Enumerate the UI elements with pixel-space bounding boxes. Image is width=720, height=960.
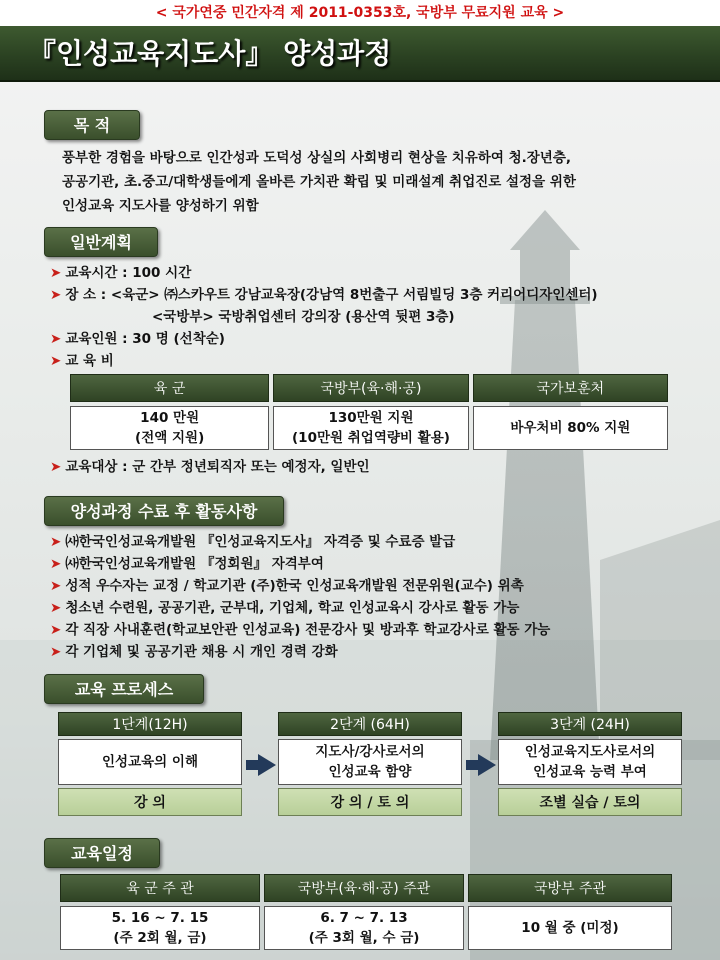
cost-cell-veterans: 바우처비 80% 지원 (473, 406, 668, 450)
activity-item: ➤ 성적 우수자는 교정 / 학교기관 (주)한국 인성교육개발원 전문위원(교수) 위촉 (50, 578, 524, 594)
process-step-2 (278, 712, 462, 816)
cost-cell-army: 140 만원 (전액 지원) (70, 406, 269, 450)
process-step-body: 인성교육의 이해 (58, 739, 242, 785)
plan-people: ➤ 교육인원 : 30 명 (선착순) (50, 331, 225, 347)
activity-item: ➤ ㈔한국인성교육개발원 『인성교육지도사』 자격증 및 수료증 발급 (50, 534, 456, 550)
plan-hours: ➤ 교육시간 : 100 시간 (50, 265, 192, 281)
arrow-icon: ➤ (50, 622, 62, 638)
cost-header-army: 육 군 (70, 374, 269, 402)
process-step-3 (498, 712, 682, 816)
process-step-head: 3단계 (24H) (498, 712, 682, 736)
plan-target: ➤ 교육대상 : 군 간부 정년퇴직자 또는 예정자, 일반인 (50, 459, 370, 475)
cost-header-veterans: 국가보훈처 (473, 374, 668, 402)
arrow-icon: ➤ (50, 534, 62, 550)
activity-item: ➤ 청소년 수련원, 공공기관, 군부대, 기업체, 학교 인성교육시 강사로 활동 가능 (50, 600, 520, 616)
schedule-header-mnd-all: 국방부(육·해·공) 주관 (264, 874, 464, 902)
schedule-cell-mnd: 10 월 중 (미정) (468, 906, 672, 950)
process-step-head: 1단계(12H) (58, 712, 242, 736)
schedule-cell-mnd-all: 6. 7 ~ 7. 13 (주 3회 월, 수 금) (264, 906, 464, 950)
arrow-right-icon (258, 754, 276, 776)
arrow-icon: ➤ (50, 265, 62, 281)
arrow-icon: ➤ (50, 459, 62, 475)
arrow-icon: ➤ (50, 600, 62, 616)
arrow-icon: ➤ (50, 556, 62, 572)
cost-table-header-row (70, 374, 668, 402)
process-step-foot: 조별 실습 / 토의 (498, 788, 682, 816)
schedule-row (60, 906, 672, 950)
cost-table (66, 370, 672, 454)
purpose-line: 공공기관, 초.중고/대학생들에게 올바른 가치관 확립 및 미래설계 취업진로 설정을 위한 (62, 174, 576, 190)
section-label-activities: 양성과정 수료 후 활동사항 (44, 496, 284, 526)
plan-place: ➤ 장 소 : <육군> ㈜스카우트 강남교육장(강남역 8번출구 서림빌딩 3층 커리어디자인센터) (50, 287, 598, 303)
cost-cell-mnd: 130만원 지원 (10만원 취업역량비 활용) (273, 406, 468, 450)
schedule-header-mnd: 국방부 주관 (468, 874, 672, 902)
arrow-icon: ➤ (50, 331, 62, 347)
process-step-body: 지도사/강사로서의 인성교육 함양 (278, 739, 462, 785)
process-step-body: 인성교육지도사로서의 인성교육 능력 부여 (498, 739, 682, 785)
purpose-text (62, 146, 702, 218)
section-label-schedule: 교육일정 (44, 838, 160, 868)
arrow-right-icon (478, 754, 496, 776)
process-step-foot: 강 의 (58, 788, 242, 816)
process-step-head: 2단계 (64H) (278, 712, 462, 736)
schedule-header-row (60, 874, 672, 902)
arrow-icon: ➤ (50, 578, 62, 594)
plan-cost-label: ➤ 교 육 비 (50, 353, 114, 369)
top-notice: < 국가연중 민간자격 제 2011-0353호, 국방부 무료지원 교육 > (0, 0, 720, 26)
schedule-header-army: 육 군 주 관 (60, 874, 260, 902)
section-label-purpose: 목 적 (44, 110, 140, 140)
activity-item: ➤ ㈔한국인성교육개발원 『정회원』 자격부여 (50, 556, 324, 572)
cost-table-row (70, 406, 668, 450)
page-title: 『인성교육지도사』 양성과정 (0, 26, 720, 82)
section-label-process: 교육 프로세스 (44, 674, 204, 704)
purpose-line: 풍부한 경험을 바탕으로 인간성과 도덕성 상실의 사회병리 현상을 치유하여 청.장년층, (62, 150, 571, 166)
activity-item: ➤ 각 기업체 및 공공기관 채용 시 개인 경력 강화 (50, 644, 338, 660)
activity-item: ➤ 각 직장 사내훈련(학교보안관 인성교육) 전문강사 및 방과후 학교강사로 활동 가능 (50, 622, 551, 638)
cost-header-mnd: 국방부(육·해·공) (273, 374, 468, 402)
arrow-icon: ➤ (50, 644, 62, 660)
section-label-general-plan: 일반계획 (44, 227, 158, 257)
schedule-cell-army: 5. 16 ~ 7. 15 (주 2회 월, 금) (60, 906, 260, 950)
plan-place-line2: <국방부> 국방취업센터 강의장 (용산역 뒷편 3층) (152, 309, 455, 325)
process-step-1 (58, 712, 242, 816)
arrow-icon: ➤ (50, 353, 62, 369)
purpose-line: 인성교육 지도사를 양성하기 위함 (62, 198, 259, 214)
arrow-icon: ➤ (50, 287, 62, 303)
schedule-table (56, 870, 676, 954)
process-step-foot: 강 의 / 토 의 (278, 788, 462, 816)
